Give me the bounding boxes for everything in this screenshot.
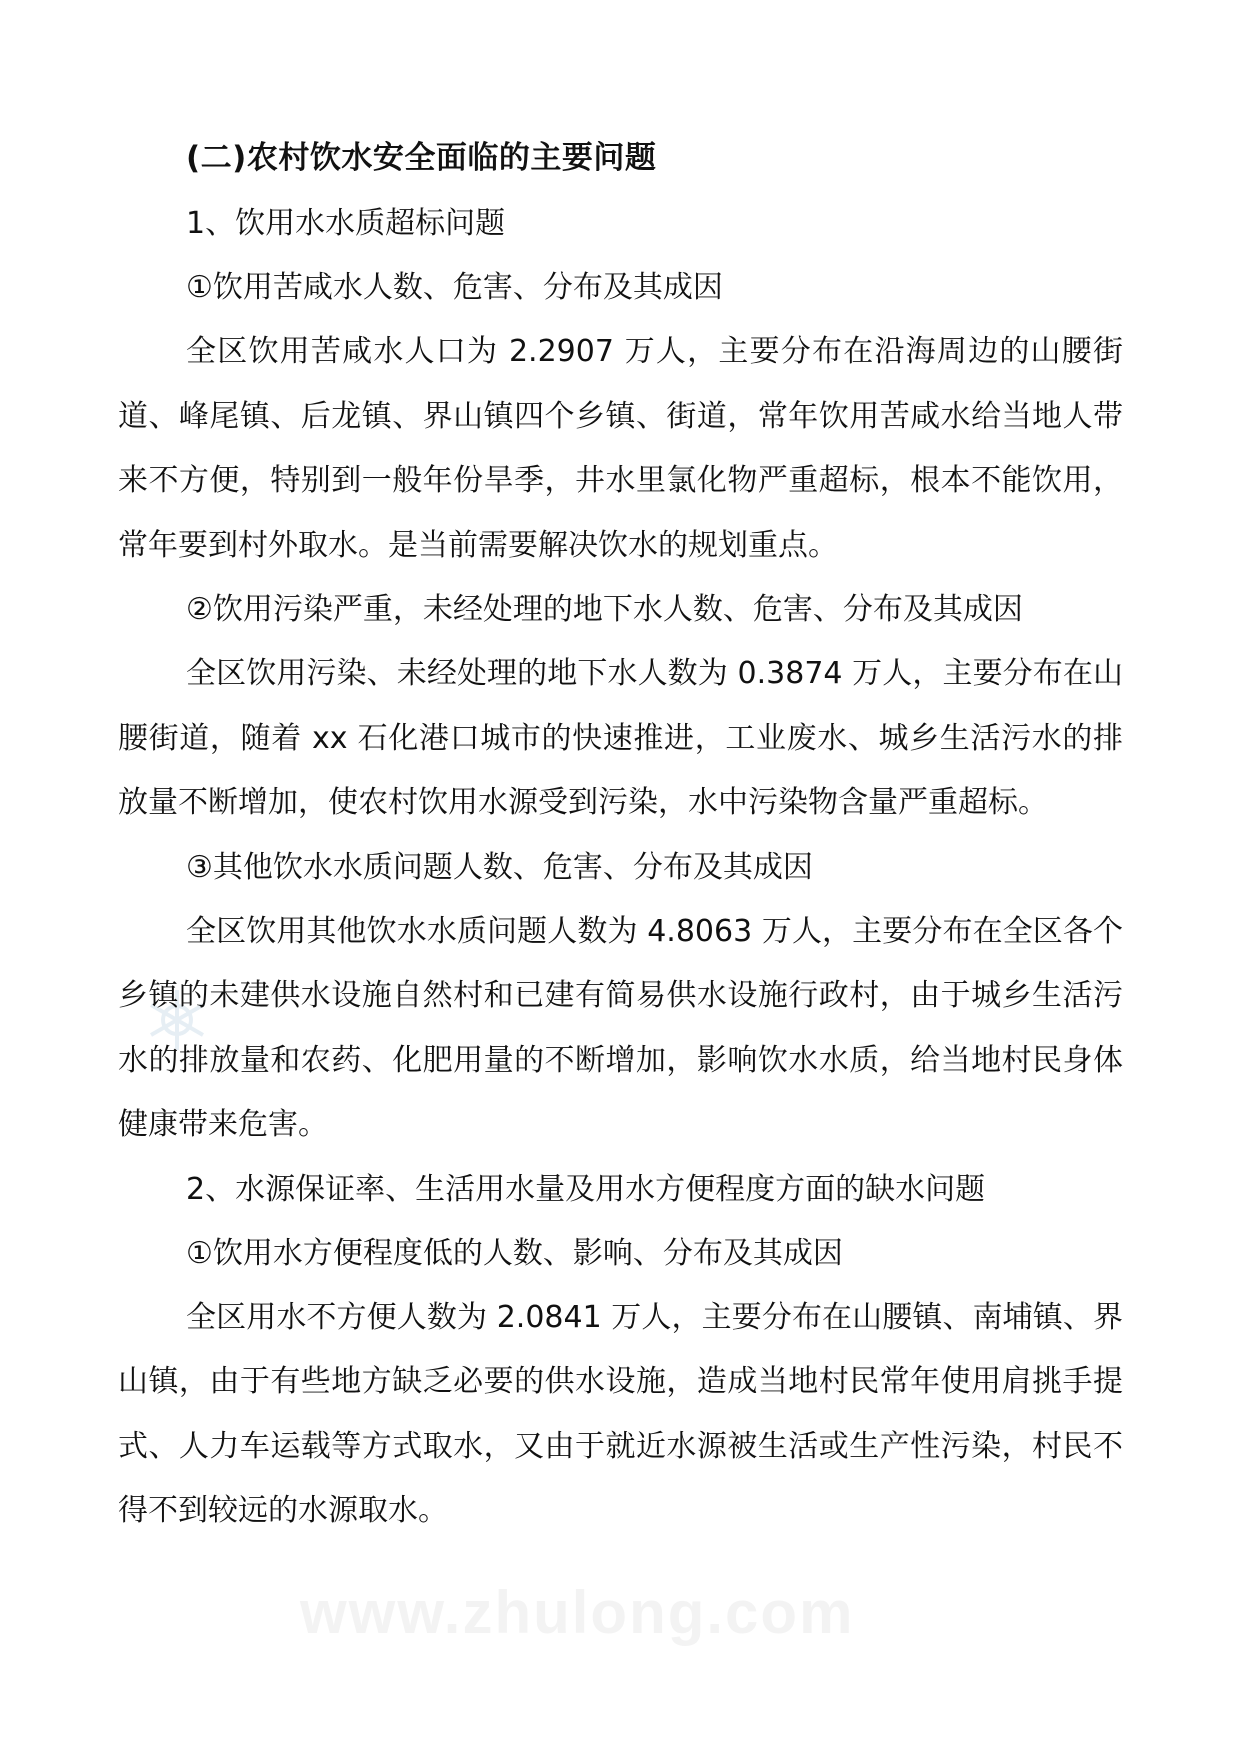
item-body-4: 全区用水不方便人数为 2.0841 万人，主要分布在山腰镇、南埔镇、界山镇，由于有些地方缺乏必要的供水设施，造成当地村民常年使用肩挑手提式、人力车运载等方式取水，又由于就近水源被生活或生产性污染，村民不得不到较远的水源取水。 [118, 1299, 1123, 1528]
document-body [118, 128, 1123, 1544]
item-body-2: 全区饮用污染、未经处理的地下水人数为 0.3874 万人，主要分布在山腰街道，随着 xx 石化港口城市的快速推进，工业废水、城乡生活污水的排放量不断增加，使农村饮用水源受到污染，水中污染物含量严重超标。 [118, 656, 1123, 820]
subsection-title-2: 2、水源保证率、生活用水量及用水方便程度方面的缺水问题 [186, 1171, 986, 1207]
item-title-2: ②饮用污染严重，未经处理的地下水人数、危害、分布及其成因 [186, 592, 1023, 627]
site-watermark: www.zhulong.com [300, 1579, 855, 1646]
section-heading: (二)农村饮水安全面临的主要问题 [186, 140, 657, 176]
item-body-3: 全区饮用其他饮水水质问题人数为 4.8063 万人，主要分布在全区各个乡镇的未建供水设施自然村和已建有简易供水设施行政村，由于城乡生活污水的排放量和农药、化肥用量的不断增加，影响饮水水质，给当地村民身体健康带来危害。 [118, 913, 1123, 1142]
item-title-1: ①饮用苦咸水人数、危害、分布及其成因 [186, 270, 723, 305]
item-title-4: ①饮用水方便程度低的人数、影响、分布及其成因 [186, 1235, 843, 1271]
item-title-3: ③其他饮水水质问题人数、危害、分布及其成因 [186, 849, 813, 885]
subsection-title-1: 1、饮用水水质超标问题 [186, 206, 506, 241]
item-body-1: 全区饮用苦咸水人口为 2.2907 万人，主要分布在沿海周边的山腰街道、峰尾镇、后龙镇、界山镇四个乡镇、街道，常年饮用苦咸水给当地人带来不方便，特别到一般年份旱季，井水里氯化物严重超标，根本不能饮用，常年要到村外取水。是当前需要解决饮水的规划重点。 [118, 334, 1123, 563]
